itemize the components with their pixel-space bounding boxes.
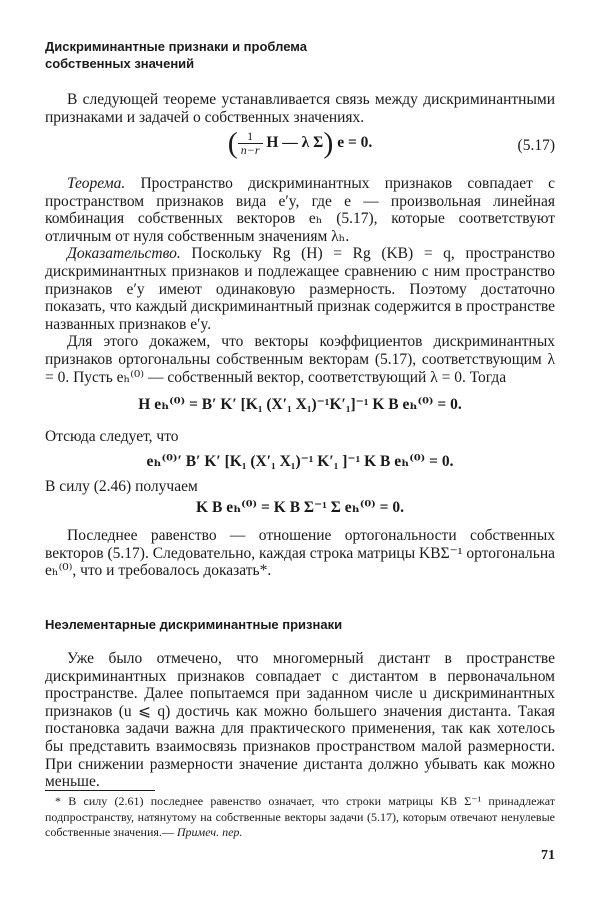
theorem-text: Пространство дискриминантных признаков совпадает с пространством признаков вида e′y, где e — произвольная линейная комбинация собственных векторов eₕ (5.17), которые соответствуют отличным от нуля собственным значениям λₕ. bbox=[45, 175, 556, 245]
right-paren: ) bbox=[323, 126, 334, 160]
equation-body: H — λ Σ bbox=[266, 134, 324, 152]
text-by-2-46: В силу (2.46) получаем bbox=[45, 478, 198, 495]
formula-2: eₕ⁽⁰⁾′ B′ K′ [K₁ (X′₁ X₁)⁻¹ K′₁ ]⁻¹ K B eₕ⁽⁰⁾ = 0. bbox=[146, 453, 454, 470]
proof-label: Доказательство. bbox=[67, 245, 181, 263]
equation-number: (5.17) bbox=[517, 137, 555, 154]
footnote bbox=[45, 794, 555, 841]
page-number: 71 bbox=[541, 848, 555, 863]
fraction-numerator: 1 bbox=[238, 130, 263, 144]
equation-5-17 bbox=[45, 126, 555, 160]
footnote-paragraph bbox=[45, 794, 555, 841]
text-follows: Отсюда следует, что bbox=[45, 428, 179, 445]
proof-paragraph bbox=[45, 245, 555, 333]
nonelementary-paragraph: Уже было отмечено, что многомерный дистант в пространстве дискриминантных признаков совпадает с дистантом в первоначальном пространстве. Далее попытаемся при заданном числе u дискриминантных признаков (u ⩽ q) достичь как можно большего значения дистанта. Такая постановка задачи важна для практического применения, так как хотелось бы представить взаимосвязь признаков пространством малой размерности. При снижении размерности значение дистанта должно убывать как можно меньше. bbox=[45, 650, 555, 791]
proof-text: Поскольку Rg (H) = Rg (KB) = q, пространство дискриминантных признаков и подлежащее сравнению с ним пространство признаков e′y имеют одинаковую размерность. Поэтому достаточно показать, что каждый дискриминантный признак содержится в пространстве названных признаков e′y. bbox=[45, 245, 556, 333]
fraction-denominator: n−r bbox=[240, 143, 260, 157]
conclusion-paragraph: Последнее равенство — отношение ортогональности собственных векторов (5.17). Следовательно, каждая строка матрицы KBΣ⁻¹ ортогональна eₕ⁽⁰⁾, что и требовалось доказать*. bbox=[45, 527, 555, 580]
fraction bbox=[238, 130, 263, 157]
left-paren: ( bbox=[227, 126, 238, 160]
footnote-rule bbox=[45, 790, 155, 791]
theorem-paragraph bbox=[45, 175, 555, 245]
formula-3: K B eₕ⁽⁰⁾ = K B Σ⁻¹ Σ eₕ⁽⁰⁾ = 0. bbox=[196, 499, 404, 516]
heading-line-1: Дискриминантные признаки и проблема bbox=[45, 39, 307, 54]
formula-1: H eₕ⁽⁰⁾ = B′ K′ [K₁ (X′₁ X₁)⁻¹K′₁]⁻¹ K B eₕ⁽⁰⁾ = 0. bbox=[138, 396, 462, 413]
heading-line-2: собственных значений bbox=[45, 56, 195, 71]
theorem-and-proof bbox=[45, 175, 555, 386]
orthogonality-paragraph: Для этого докажем, что векторы коэффициентов дискриминантных признаков ортогональны собственным векторам (5.17), соответствующим λ = 0. Пусть eₕ⁽⁰⁾ — собственный вектор, соответствующий λ = 0. Тогда bbox=[45, 333, 555, 386]
section-heading-eigenvalues bbox=[45, 38, 525, 72]
section-heading-nonelementary: Неэлементарные дискриминантные признаки bbox=[45, 617, 343, 632]
footnote-translator-note: Примеч. пер. bbox=[176, 825, 243, 839]
equation-tail: e = 0. bbox=[337, 134, 373, 152]
intro-paragraph: В следующей теореме устанавливается связь между дискриминантными признаками и задачей о собственных значениях. bbox=[45, 91, 555, 126]
footnote-text: * В силу (2.61) последнее равенство означает, что строки матрицы KB Σ⁻¹ принадлежат подпространству, натянутому на собственные векторы задачи (5.17), которым отвечают ненулевые собственные значения.— bbox=[45, 794, 555, 839]
theorem-label: Теорема. bbox=[67, 175, 126, 192]
